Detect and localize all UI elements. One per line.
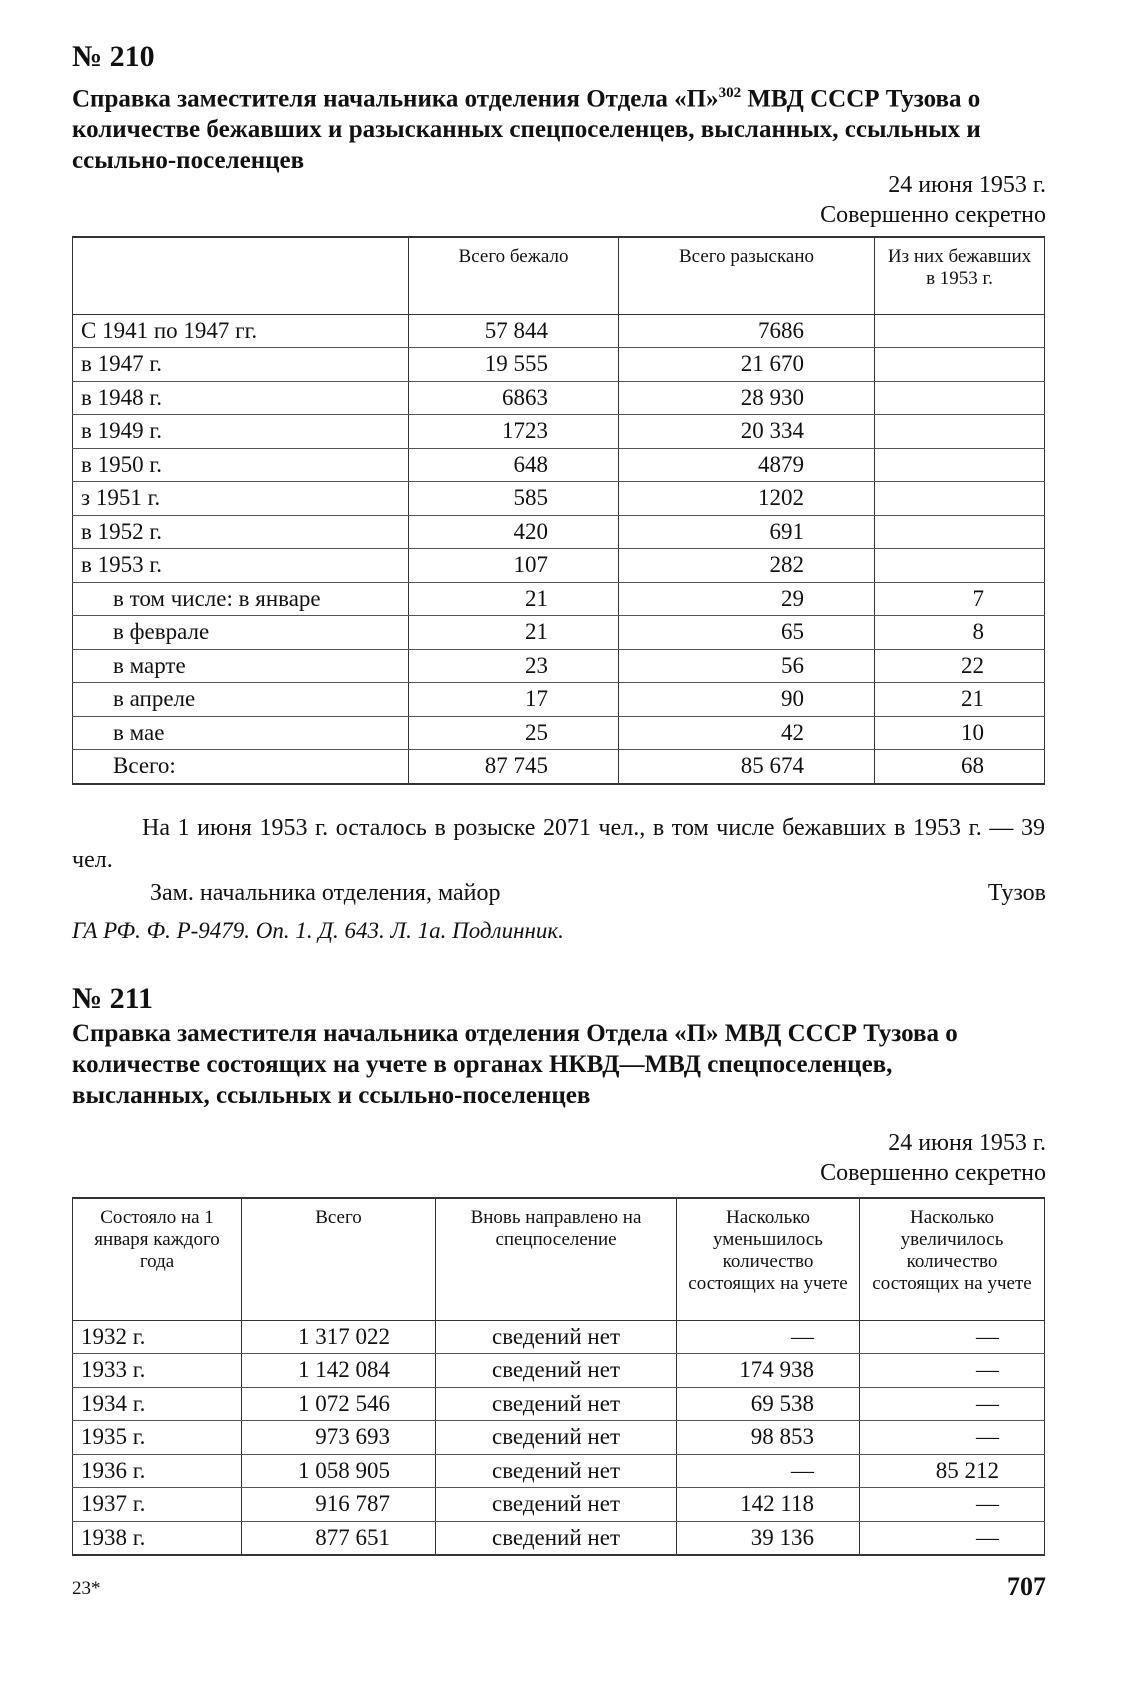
table-row <box>73 683 1045 717</box>
cell-fled: 25 <box>409 716 619 750</box>
table-row <box>73 415 1045 449</box>
cell-fled: 21 <box>409 582 619 616</box>
table-cell: — <box>860 1521 1045 1555</box>
table-cell: 916 787 <box>242 1488 436 1522</box>
document-title <box>72 78 1052 176</box>
table-cell: 85 212 <box>860 1454 1045 1488</box>
cell-of-1953: 8 <box>875 616 1045 650</box>
table-cell: 98 853 <box>677 1421 860 1455</box>
cell-of-1953: 7 <box>875 582 1045 616</box>
cell-label: С 1941 по 1947 гг. <box>73 314 409 348</box>
table-cell: 1934 г. <box>73 1387 242 1421</box>
cell-of-1953 <box>875 415 1045 449</box>
table-row <box>73 616 1045 650</box>
table-cell: — <box>860 1488 1045 1522</box>
cell-of-1953 <box>875 348 1045 382</box>
cell-of-1953 <box>875 549 1045 583</box>
table-row <box>73 348 1045 382</box>
document-date: 24 июня 1953 г. <box>888 172 1046 198</box>
table-cell: 1 317 022 <box>242 1320 436 1354</box>
cell-label: в мае <box>73 716 409 750</box>
table-row <box>73 1320 1045 1354</box>
cell-of-1953 <box>875 482 1045 516</box>
cell-fled: 21 <box>409 616 619 650</box>
cell-fled: 420 <box>409 515 619 549</box>
column-header <box>73 237 409 314</box>
cell-found: 42 <box>619 716 875 750</box>
cell-fled: 648 <box>409 448 619 482</box>
title-text: Справка заместителя начальника отделения Отдела «П» <box>72 85 719 113</box>
cell-fled: 107 <box>409 549 619 583</box>
table-cell: сведений нет <box>436 1421 677 1455</box>
classification: Совершенно секретно <box>820 202 1046 228</box>
cell-of-1953 <box>875 381 1045 415</box>
table-row <box>73 381 1045 415</box>
cell-found: 21 670 <box>619 348 875 382</box>
cell-label: в феврале <box>73 616 409 650</box>
cell-fled: 87 745 <box>409 750 619 784</box>
signer-position: Зам. начальника отделения, майор <box>150 880 501 906</box>
column-header: Из них бежавших в 1953 г. <box>875 237 1045 314</box>
document-date: 24 июня 1953 г. <box>888 1130 1046 1156</box>
archive-source: ГА РФ. Ф. Р-9479. Оп. 1. Д. 643. Л. 1а. Подлинник. <box>72 918 564 943</box>
title-text: МВД СССР Тузова о количестве бежавших и разысканных спецпоселенцев, высланных, ссыльных и ссыльно-поселенцев <box>72 85 981 175</box>
cell-fled: 19 555 <box>409 348 619 382</box>
table-row <box>73 1521 1045 1555</box>
cell-label: з 1951 г. <box>73 482 409 516</box>
note-paragraph: На 1 июня 1953 г. осталось в розыске 2071 чел., в том числе бежавших в 1953 г. — 39 чел. <box>72 815 1045 873</box>
cell-found: 56 <box>619 649 875 683</box>
cell-found: 85 674 <box>619 750 875 784</box>
cell-of-1953 <box>875 448 1045 482</box>
table-row <box>73 1421 1045 1455</box>
cell-label: в марте <box>73 649 409 683</box>
cell-label: в том числе: в январе <box>73 582 409 616</box>
cell-found: 1202 <box>619 482 875 516</box>
table-cell: 877 651 <box>242 1521 436 1555</box>
cell-of-1953 <box>875 515 1045 549</box>
cell-of-1953: 68 <box>875 750 1045 784</box>
footnote-ref: 302 <box>718 85 742 101</box>
table-cell: 1932 г. <box>73 1320 242 1354</box>
table-cell: 174 938 <box>677 1354 860 1388</box>
cell-of-1953 <box>875 314 1045 348</box>
table-cell: сведений нет <box>436 1387 677 1421</box>
cell-label: в 1950 г. <box>73 448 409 482</box>
cell-fled: 1723 <box>409 415 619 449</box>
table-cell: сведений нет <box>436 1354 677 1388</box>
column-header: Состояло на 1 января каждого года <box>73 1198 242 1320</box>
table-row <box>73 716 1045 750</box>
table-row <box>73 549 1045 583</box>
page-number: 707 <box>1007 1572 1046 1601</box>
table-cell: — <box>677 1454 860 1488</box>
table-cell: сведений нет <box>436 1521 677 1555</box>
signer-name: Тузов <box>987 880 1046 906</box>
settlers-table <box>72 1197 1045 1556</box>
cell-found: 90 <box>619 683 875 717</box>
table-row <box>73 649 1045 683</box>
table-cell: 1937 г. <box>73 1488 242 1522</box>
table-cell: — <box>860 1320 1045 1354</box>
classification: Совершенно секретно <box>820 1160 1046 1186</box>
cell-fled: 585 <box>409 482 619 516</box>
cell-found: 20 334 <box>619 415 875 449</box>
cell-found: 4879 <box>619 448 875 482</box>
cell-fled: 6863 <box>409 381 619 415</box>
column-header: Насколько уменьшилось количество состоящих на учете <box>677 1198 860 1320</box>
cell-label: в 1952 г. <box>73 515 409 549</box>
cell-label: в 1947 г. <box>73 348 409 382</box>
escapees-table <box>72 236 1045 785</box>
column-header: Всего бежало <box>409 237 619 314</box>
table-cell: — <box>860 1354 1045 1388</box>
table-cell: сведений нет <box>436 1320 677 1354</box>
table-cell: 973 693 <box>242 1421 436 1455</box>
document-number: № 211 <box>72 982 153 1015</box>
cell-of-1953: 22 <box>875 649 1045 683</box>
column-header: Вновь направлено на спецпоселение <box>436 1198 677 1320</box>
cell-found: 7686 <box>619 314 875 348</box>
cell-found: 691 <box>619 515 875 549</box>
table-row <box>73 314 1045 348</box>
cell-label: Всего: <box>73 750 409 784</box>
cell-found: 65 <box>619 616 875 650</box>
table-row <box>73 1354 1045 1388</box>
cell-found: 28 930 <box>619 381 875 415</box>
document-number: № 210 <box>72 40 155 73</box>
table-cell: 69 538 <box>677 1387 860 1421</box>
column-header: Всего <box>242 1198 436 1320</box>
table-cell: 1933 г. <box>73 1354 242 1388</box>
cell-label: в 1953 г. <box>73 549 409 583</box>
table-cell: сведений нет <box>436 1454 677 1488</box>
table-cell: — <box>677 1320 860 1354</box>
table-cell: сведений нет <box>436 1488 677 1522</box>
table-row <box>73 482 1045 516</box>
column-header: Всего разыскано <box>619 237 875 314</box>
table-cell: — <box>860 1421 1045 1455</box>
table-cell: 142 118 <box>677 1488 860 1522</box>
cell-label: в апреле <box>73 683 409 717</box>
cell-found: 29 <box>619 582 875 616</box>
table-row <box>73 1387 1045 1421</box>
column-header: Насколько увеличилось количество состоящих на учете <box>860 1198 1045 1320</box>
signature-mark: 23* <box>72 1578 101 1599</box>
cell-of-1953: 21 <box>875 683 1045 717</box>
cell-fled: 17 <box>409 683 619 717</box>
table-cell: 1935 г. <box>73 1421 242 1455</box>
table-row <box>73 750 1045 784</box>
table-cell: 1 072 546 <box>242 1387 436 1421</box>
table-row <box>73 515 1045 549</box>
cell-label: в 1948 г. <box>73 381 409 415</box>
table-cell: — <box>860 1387 1045 1421</box>
table-row <box>73 582 1045 616</box>
table-cell: 1936 г. <box>73 1454 242 1488</box>
table-cell: 39 136 <box>677 1521 860 1555</box>
cell-label: в 1949 г. <box>73 415 409 449</box>
document-title: Справка заместителя начальника отделения Отдела «П» МВД СССР Тузова о количестве состоящих на учете в органах НКВД—МВД спецпоселенцев, высланных, ссыльных и ссыльно-поселенцев <box>72 1020 958 1109</box>
cell-found: 282 <box>619 549 875 583</box>
cell-fled: 57 844 <box>409 314 619 348</box>
table-cell: 1 142 084 <box>242 1354 436 1388</box>
table-row <box>73 448 1045 482</box>
table-row <box>73 1454 1045 1488</box>
table-cell: 1938 г. <box>73 1521 242 1555</box>
cell-of-1953: 10 <box>875 716 1045 750</box>
table-cell: 1 058 905 <box>242 1454 436 1488</box>
cell-fled: 23 <box>409 649 619 683</box>
table-row <box>73 1488 1045 1522</box>
